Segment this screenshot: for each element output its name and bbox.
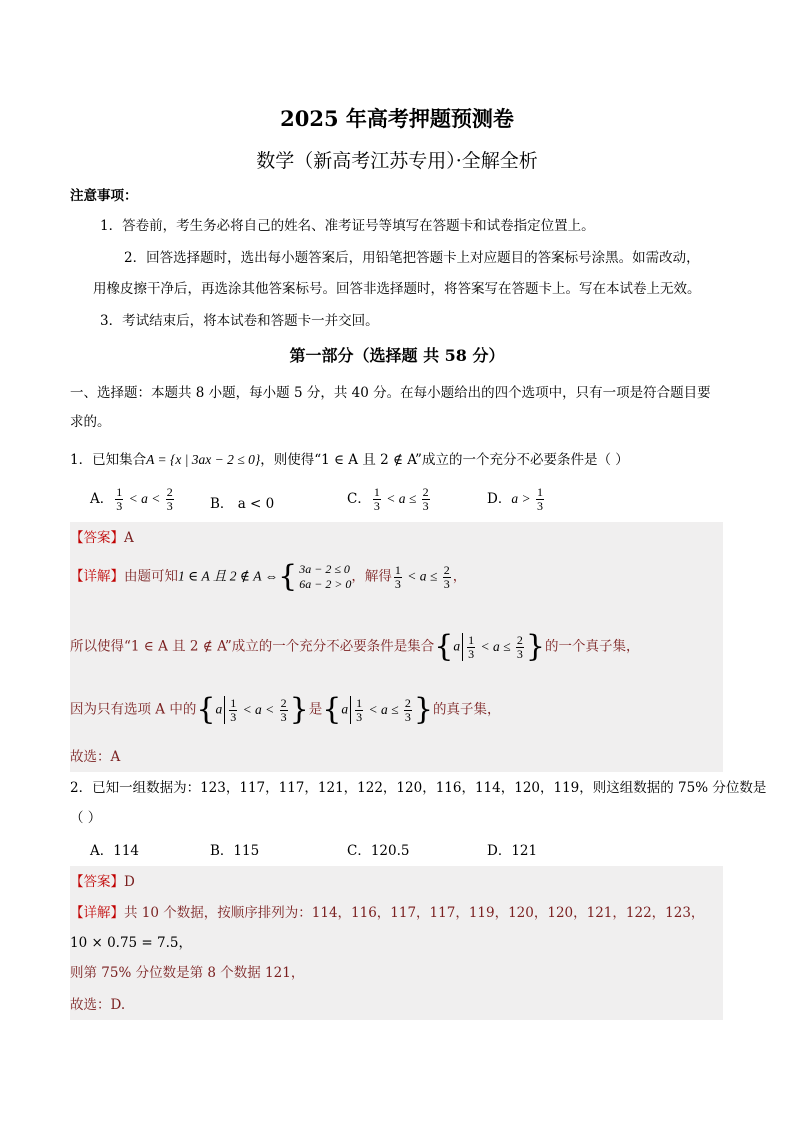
fraction: $\frac{2}{3}$ [443, 562, 450, 591]
q1-stem-set: A = {x | 3ax − 2 ≤ 0} [146, 452, 261, 467]
fraction: $\frac{1}{3}$ [468, 632, 475, 661]
q2-answer [70, 872, 135, 892]
answer-label: 【答案】 [70, 530, 124, 546]
page-subtitle: 数学（新高考江苏专用）·全解全析 [256, 150, 538, 172]
inequality-system [299, 562, 351, 592]
fraction: $\frac{1}{3}$ [394, 562, 401, 591]
q2-option-a: A．114 [90, 843, 140, 859]
q1-stem-prefix: 1．已知集合 [70, 452, 147, 468]
detail-math: 1 ∈ A 且 2 ∉ A ⇔ [178, 568, 279, 584]
q1-option-c: C． $\frac{1}{3}$ < a ≤ $\frac{2}{3}$ [347, 485, 429, 513]
detail-text: 是 [308, 701, 323, 718]
detail-label: 【详解】 [70, 905, 124, 921]
detail-text: ，解得 [351, 568, 392, 585]
q1-option-b: B． a < 0 [210, 496, 275, 512]
q1-option-d: D．a > $\frac{1}{3}$ [487, 485, 543, 513]
q1-answer [70, 528, 134, 548]
q1-detail-line3: 因为只有选项 A 中的{a $\frac{1}{3}$ < a < $\frac{2}{3}$ }是{a $\frac{1}{3}$ < a ≤ $\frac{2}{3}$ }的真子集， [70, 692, 501, 727]
notice-item-2-line1: 2．回答选择题时，选出每小题答案后，用铅笔把答题卡上对应题目的答案标号涂黑。如需改动， [124, 250, 700, 266]
q2-detail-line1 [70, 903, 704, 923]
detail-label: 【详解】 [70, 568, 124, 585]
q2-detail-line2: 10 × 0.75 = 7.5， [70, 935, 192, 951]
q2-conclusion: 故选：D. [70, 997, 126, 1013]
q1-detail-line1: 【详解】由题可知1 ∈ A 且 2 ∉ A ⇔{ 3a − 2 ≤ 0 6a − 2 > 0 ，解得 $\frac{1}{3}$ < a ≤ $\frac{2}{3}$ ， [70, 559, 467, 594]
answer-value: D [124, 874, 135, 890]
notice-item-2-line2: 用橡皮擦干净后，再选涂其他答案标号。回答非选择题时，将答案写在答题卡上。写在本试卷上无效。 [93, 281, 701, 297]
q1-stem-suffix: ，则使得“1 ∈ A 且 2 ∉ A”成立的一个充分不必要条件是（ ） [260, 452, 629, 468]
fraction: $\frac{1}{3}$ [116, 485, 123, 513]
notice-item-1: 1．答卷前，考生务必将自己的姓名、准考证号等填写在答题卡和试卷指定位置上。 [100, 218, 595, 234]
fraction: $\frac{1}{3}$ [356, 695, 363, 724]
detail-text: 所以使得“1 ∈ A 且 2 ∉ A”成立的一个充分不必要条件是集合 [70, 638, 435, 655]
part1-heading: 第一部分（选择题 共 58 分） [289, 346, 505, 365]
detail-text: 共 10 个数据，按顺序排列为：114，116，117，117，119，120，120，121，122，123， [124, 905, 705, 921]
q1-option-d-label: D． [487, 491, 512, 507]
q1-detail-line2: 所以使得“1 ∈ A 且 2 ∉ A”成立的一个充分不必要条件是集合{a $\frac{1}{3}$ < a ≤ $\frac{2}{3}$ }的一个真子集， [70, 629, 640, 664]
q1-option-c-label: C． [347, 491, 371, 507]
q1-option-a: A． $\frac{1}{3}$ < a < $\frac{2}{3}$ [90, 485, 173, 513]
answer-value: A [124, 530, 134, 546]
fraction: $\frac{2}{3}$ [516, 632, 523, 661]
fraction: $\frac{2}{3}$ [422, 485, 429, 513]
system-row-1: 3a − 2 ≤ 0 [299, 562, 350, 576]
fraction: $\frac{2}{3}$ [166, 485, 173, 513]
q2-stem-line1: 2．已知一组数据为：123，117，117，121，122，120，116，114，120，119，则这组数据的 75% 分位数是 [70, 780, 767, 796]
part1-intro-line1: 一、选择题：本题共 8 小题，每小题 5 分，共 40 分。在每小题给出的四个选项中，只有一项是符合题目要 [70, 385, 711, 401]
notice-item-3: 3．考试结束后，将本试卷和答题卡一并交回。 [100, 313, 379, 329]
left-brace: { [278, 559, 298, 594]
q2-option-b: B．115 [210, 843, 260, 859]
fraction: $\frac{2}{3}$ [404, 695, 411, 724]
q2-option-d: D．121 [487, 843, 538, 859]
q1-stem [70, 450, 629, 470]
page-title: 2025 年高考押题预测卷 [280, 106, 514, 131]
q1-option-a-label: A． [90, 491, 114, 507]
q1-conclusion: 故选：A [70, 749, 121, 765]
fraction: $\frac{1}{3}$ [536, 485, 543, 513]
system-row-2: 6a − 2 > 0 [299, 577, 352, 591]
detail-text: 的真子集， [432, 701, 501, 718]
detail-text: 由题可知 [124, 568, 178, 585]
answer-label: 【答案】 [70, 874, 124, 890]
q2-option-c: C．120.5 [347, 843, 410, 859]
q2-stem-line2: （ ） [70, 810, 102, 826]
q2-detail-line3: 则第 75% 分位数是第 8 个数据 121， [70, 965, 305, 981]
part1-intro-line2: 求的。 [70, 414, 111, 430]
detail-text: 因为只有选项 A 中的 [70, 701, 197, 718]
notice-heading: 注意事项： [70, 188, 138, 204]
fraction: $\frac{2}{3}$ [280, 695, 287, 724]
fraction: $\frac{1}{3}$ [373, 485, 380, 513]
detail-text: 的一个真子集， [544, 638, 640, 655]
fraction: $\frac{1}{3}$ [230, 695, 237, 724]
